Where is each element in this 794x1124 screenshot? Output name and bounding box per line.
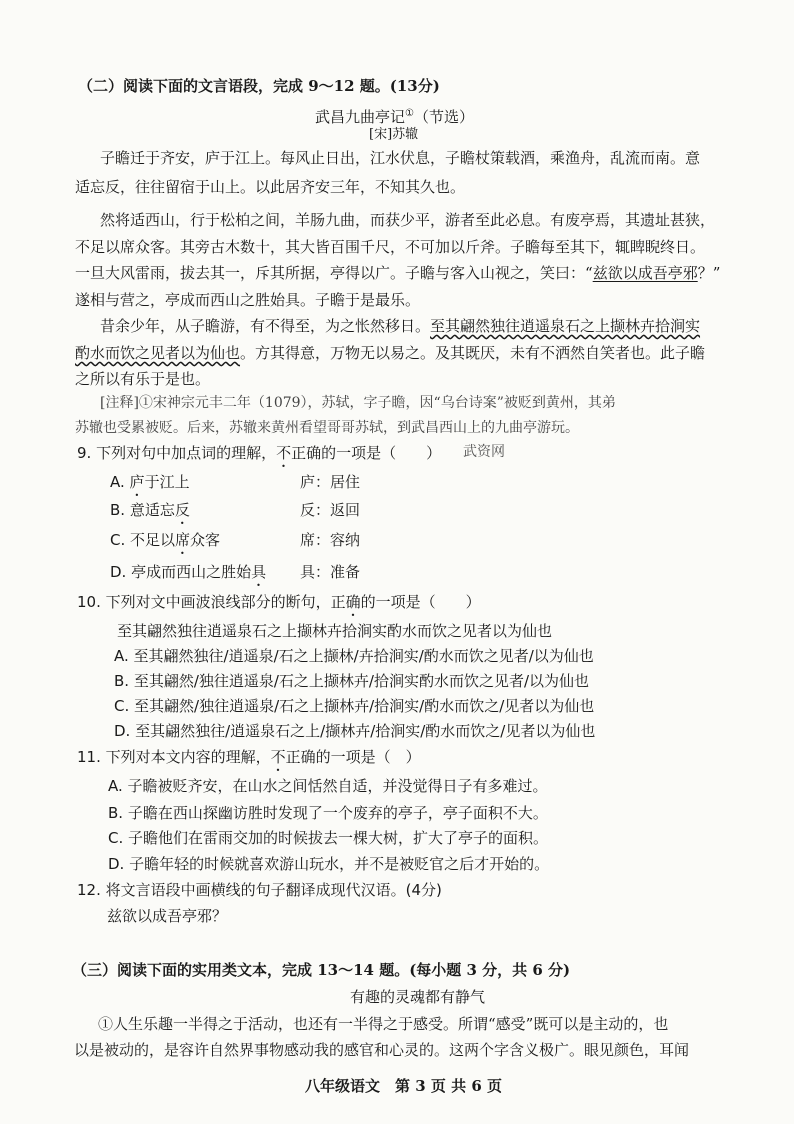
passage-title [315,104,474,127]
footnote-marker: ① [405,108,414,119]
q10-option-b: B. 至其翩然/独往逍遥泉/石之上撷林卉/拾涧实酌水而饮之见者/以为仙也 [114,672,590,690]
q12-sentence: 兹欲以成吾亭邪？ [107,907,228,925]
handwritten-note: 武资网 [463,444,505,460]
passage-line: 遂相与营之，亭成而西山之胜始具。子瞻于是最乐。 [75,291,421,309]
q10-sentence: 至其翩然独往逍遥泉石之上撷林卉拾涧实酌水而饮之见者以为仙也 [117,622,553,640]
passage-line [75,263,720,283]
wavy-underlined-text: 至其翩然独往逍遥泉石之上撷林卉拾涧实 [430,317,701,335]
passage-text: 昔余少年，从子瞻游，有不得至，为之怅然移日。 [100,317,431,335]
q10-option-d: D. 至其翩然独往/逍遥泉石之上/撷林卉/拾涧实/酌水而饮之/见者以为仙也 [114,722,596,740]
footnote-line: 苏辙也受累被贬。后来，苏辙来黄州看望哥哥苏轼，到武昌西山上的九曲亭游玩。 [75,420,579,436]
q11-option-b: B. 子瞻在西山探幽访胜时发现了一个废弃的亭子，亭子面积不大。 [108,804,548,822]
q11-option-a: A. 子瞻被贬齐安，在山水之间恬然自适，并没觉得日子有多难过。 [108,777,548,795]
emphasis-dot-char: 具 [251,563,267,581]
q9-option-b: B. 意适忘反 [110,501,190,519]
question-9-stem: 9. 下列对句中加点词的理解，不正确的一项是（ ） [77,444,442,462]
passage-line: 然将适西山，行于松柏之间，羊肠九曲，而获少平，游者至此必息。有废亭焉，其遗址甚狭， [100,211,716,229]
emphasis-dot-char: 庐 [129,473,145,491]
passage-line: 不足以席众客。其旁古木数十，其大皆百围千尺，不可加以斤斧。子瞻每至其下，辄睥睨终日。 [75,238,706,256]
q11-option-c: C. 子瞻他们在雷雨交加的时候拔去一棵大树，扩大了亭子的面积。 [108,829,549,847]
passage-line [75,343,705,363]
passage-line: 之所以有乐于是也。 [75,370,211,388]
underlined-sentence: 兹欲以成吾亭邪 [592,264,698,282]
section3-heading: （三）阅读下面的实用类文本，完成 13～14 题。(每小题 3 分，共 6 分) [72,961,571,979]
q9-option-b-meaning: 反：返回 [300,501,361,519]
wavy-underlined-text: 酌水而饮之见者以为仙也 [75,344,241,362]
passage-line: 适忘反，往往留宿于山上。以此居齐安三年，不知其久也。 [75,178,466,196]
passage-text: 。方其得意，万物无以易之。及其既厌，未有不洒然自笑者也。此子瞻 [240,344,706,362]
q9-option-a-meaning: 庐：居住 [300,473,361,491]
q9-option-d-meaning: 具：准备 [300,563,361,581]
q10-option-c: C. 至其翩然/独往逍遥泉/石之上撷林卉/拾涧实/酌水而饮之/见者以为仙也 [114,697,595,715]
section2-heading: （二）阅读下面的文言语段，完成 9～12 题。(13分) [78,77,440,95]
question-12-stem: 12. 将文言语段中画横线的句子翻译成现代汉语。(4分) [77,881,442,899]
q11-option-d: D. 子瞻年轻的时候就喜欢游山玩水，并不是被贬官之后才开始的。 [108,855,550,873]
passage-line: ①人生乐趣一半得之于活动，也还有一半得之于感受。所谓“感受”既可以是主动的，也 [98,1015,669,1033]
emphasis-dot-char: 确 [345,593,361,611]
q9-option-a: A. 庐于江上 [110,473,190,491]
passage-text: 一旦大风雷雨，拔去其一，斥其所据，亭得以广。子瞻与客入山视之，笑曰：“ [75,264,593,282]
emphasis-dot-char: 席 [175,531,191,549]
emphasis-dot-char: 不 [276,444,292,462]
emphasis-dot-char: 反 [174,501,190,519]
passage-title-text: 武昌九曲亭记 [315,108,406,126]
passage-text: ？” [697,264,721,282]
q10-option-a: A. 至其翩然独往/逍遥泉/石之上撷林/卉拾涧实/酌水而饮之见者/以为仙也 [114,647,594,665]
passage-line [100,316,700,336]
question-11-stem: 11. 下列对本文内容的理解，不正确的一项是（ ） [77,748,421,766]
passage-author: [宋]苏辙 [369,127,419,142]
passage-line: 以是被动的，是容许自然界事物感动我的感官和心灵的。这两个字含义极广。眼见颜色，耳闻 [74,1041,690,1059]
passage-line: 子瞻迁于齐安，庐于江上。每风止日出，江水伏息，子瞻杖策载酒，乘渔舟，乱流而南。意 [100,149,701,167]
question-10-stem: 10. 下列对文中画波浪线部分的断句，正确的一项是（ ） [77,593,481,611]
q9-option-d: D. 亭成而西山之胜始具 [110,563,267,581]
footnote-line: [注释]①宋神宗元丰二年（1079），苏轼，字子瞻，因“乌台诗案”被贬到黄州，其弟 [100,395,616,411]
q9-option-c: C. 不足以席众客 [110,531,221,549]
section3-title: 有趣的灵魂都有静气 [350,988,486,1006]
q9-option-c-meaning: 席：容纳 [300,531,361,549]
emphasis-dot-char: 不 [270,748,286,766]
page-footer: 八年级语文 第 3 页 共 6 页 [305,1077,502,1095]
passage-title-suffix: （节选） [413,108,474,126]
